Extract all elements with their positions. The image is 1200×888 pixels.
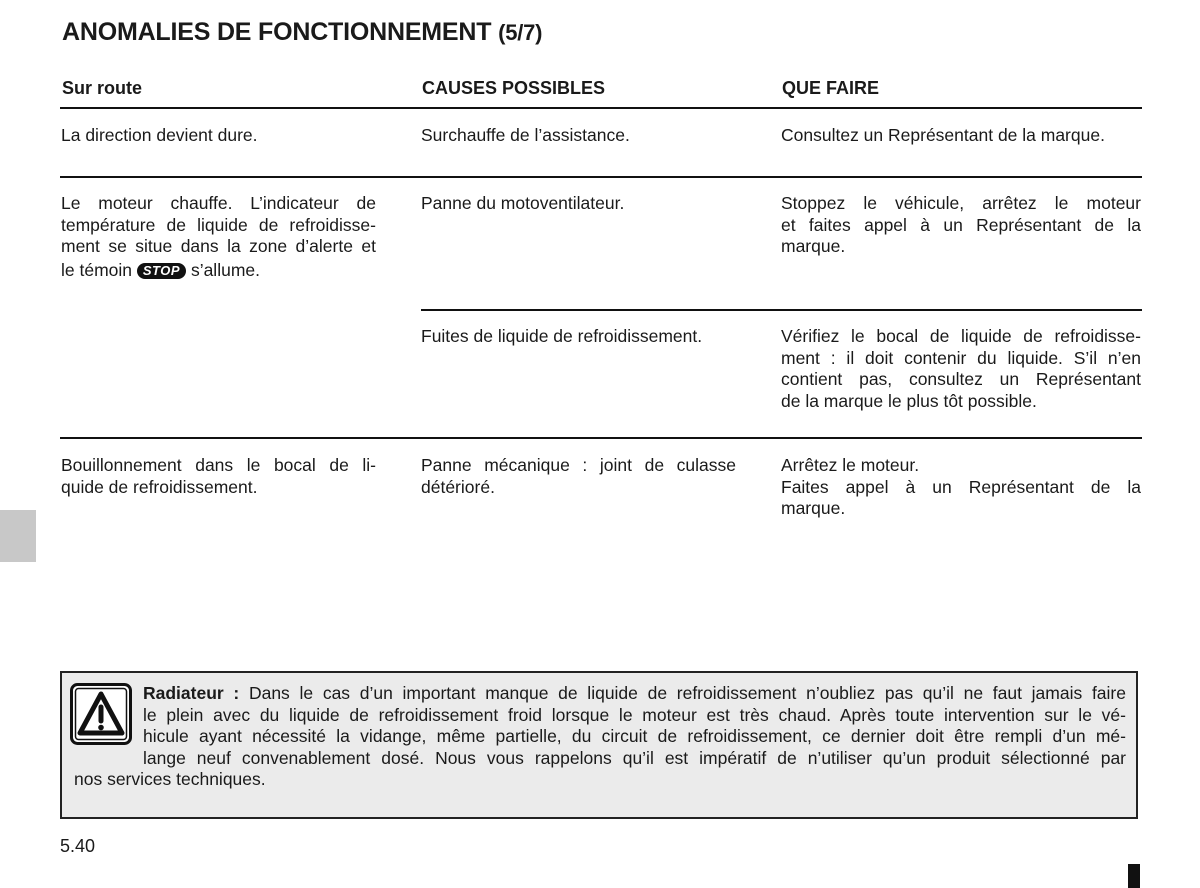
row1-action: Consultez un Représentant de la marque. [781,125,1105,145]
row2-action1 [781,193,1141,258]
row3-cause [421,455,736,498]
chapter-tab [0,510,36,562]
row2-symptom-line [61,260,376,282]
row1-divider [60,176,1142,178]
row2-symptom-pre: le témoin [61,259,133,280]
row2-divider [60,437,1142,439]
row2-symptom [61,193,376,281]
title-main: ANOMALIES DE FONCTIONNEMENT [62,18,492,46]
row3-cause-line: Panne mécanique : joint de culasse [421,455,736,475]
warning-line: le plein avec du liquide de refroidissement froid lorsque le moteur est très chaud. Après toute intervention sur le vé- [143,704,1126,725]
row2-action2-line: ment : il doit contenir du liquide. S’il n’en [781,347,1141,368]
row1-cause: Surchauffe de l’assistance. [421,125,630,145]
page-title [62,18,542,47]
row2-symptom-line: ment se situe dans la zone d’alerte et [61,236,376,256]
row3-cause-line: détérioré. [421,476,495,497]
page-corner-mark [1128,864,1140,888]
row2-inner-divider [421,309,1142,311]
row3-symptom [61,455,376,498]
warning-label: Radiateur : [143,683,240,703]
warning-line: Radiateur : Dans le cas d’un important manque de liquide de refroidissement n’oubliez pas qu’il ne faut jamais faire [143,683,1126,703]
row2-action1-line: marque. [781,236,846,256]
header-que-faire: QUE FAIRE [782,78,880,98]
row2-action2-line: Vérifiez le bocal de liquide de refroidisse- [781,326,1141,346]
row2-action1-line: Stoppez le véhicule, arrêtez le moteur [781,193,1141,213]
row2-symptom-line: température de liquide de refroidisse- [61,214,376,235]
row1-symptom: La direction devient dure. [61,125,258,145]
row2-action2 [781,326,1141,412]
row2-symptom-line: Le moteur chauffe. L’indicateur de [61,193,376,213]
header-sur-route: Sur route [62,78,143,98]
row2-cause1: Panne du motoventilateur. [421,193,625,213]
row3-action [781,455,1141,520]
row2-symptom-post: s’allume. [190,259,260,280]
row2-action2-line: de la marque le plus tôt possible. [781,390,1037,411]
page-number: 5.40 [60,836,96,856]
row3-action-line: Arrêtez le moteur. [781,455,920,475]
row3-symptom-line: quide de refroidissement. [61,476,258,497]
header-divider [60,107,1142,109]
warning-line: lange neuf convenablement dosé. Nous vous rappelons qu’il est impératif de n’utiliser qu’un produit sélectionné par [143,747,1126,768]
title-part: (5/7) [498,20,543,45]
row2-action2-line: contient pas, consultez un Représentant [781,369,1141,389]
row3-action-line: marque. [781,498,846,518]
row3-action-line: Faites appel à un Représentant de la [781,476,1141,497]
row3-symptom-line: Bouillonnement dans le bocal de li- [61,455,376,475]
row2-action1-line: et faites appel à un Représentant de la [781,214,1141,235]
stop-warning-light-icon: STOP [137,263,186,279]
row2-cause2: Fuites de liquide de refroidissement. [421,326,703,346]
warning-line: hicule ayant nécessité la vidange, même partielle, du circuit de refroidissement, ce dernier doit être rempli d’un mé- [143,726,1126,746]
warning-text [74,683,1126,791]
warning-line: nos services techniques. [74,769,266,789]
header-causes-possibles: CAUSES POSSIBLES [422,78,606,98]
